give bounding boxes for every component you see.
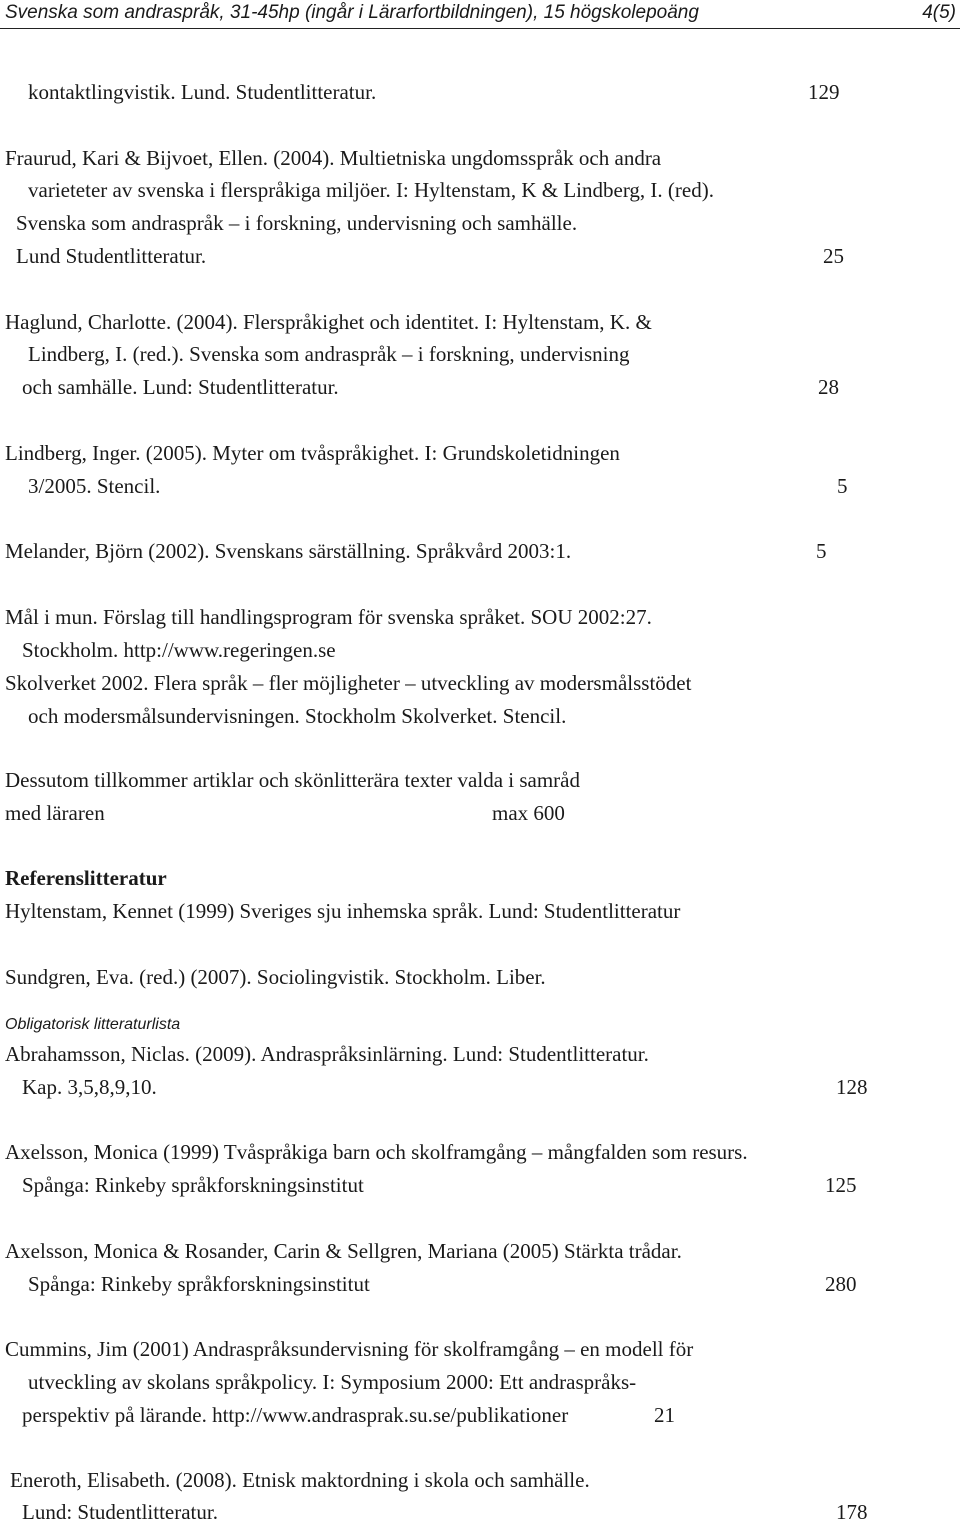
- reference-line: Hyltenstam, Kennet (1999) Sveriges sju inhemska språk. Lund: Studentlitteratur: [5, 899, 681, 923]
- page-header: [0, 0, 960, 29]
- reference-line: Haglund, Charlotte. (2004). Flerspråkighet och identitet. I: Hyltenstam, K. &: [5, 310, 652, 334]
- reference-line: Lindberg, Inger. (2005). Myter om tvåspråkighet. I: Grundskoletidningen: [5, 441, 620, 465]
- reference-line: Cummins, Jim (2001) Andraspråksundervisning för skolframgång – en modell för: [5, 1337, 694, 1361]
- reference-line: Mål i mun. Förslag till handlingsprogram för svenska språket. SOU 2002:27.: [5, 605, 652, 629]
- reference-line: Eneroth, Elisabeth. (2008). Etnisk maktordning i skola och samhälle.: [10, 1468, 590, 1492]
- section-heading: Referenslitteratur: [5, 866, 167, 890]
- page-count: 280: [825, 1272, 857, 1296]
- course-title: Svenska som andraspråk, 31-45hp (ingår i Lärarfortbildningen), 15 högskolepoäng: [5, 2, 699, 23]
- section-heading: Obligatorisk litteraturlista: [5, 1016, 181, 1033]
- page-count: 125: [825, 1173, 857, 1197]
- reference-line: Axelsson, Monica (1999) Tvåspråkiga barn och skolframgång – mångfalden som resurs.: [5, 1140, 748, 1164]
- reference-line: Fraurud, Kari & Bijvoet, Ellen. (2004). Multietniska ungdomsspråk och andra: [5, 146, 662, 170]
- reference-line: perspektiv på lärande. http://www.andrasprak.su.se/publikationer: [22, 1403, 569, 1427]
- reference-line: och samhälle. Lund: Studentlitteratur.: [22, 375, 339, 399]
- reference-line: Lund: Studentlitteratur.: [22, 1500, 218, 1524]
- page-count: 5: [816, 539, 827, 563]
- reference-line: Spånga: Rinkeby språkforskningsinstitut: [28, 1272, 370, 1296]
- reference-line: Sundgren, Eva. (red.) (2007). Sociolingvistik. Stockholm. Liber.: [5, 965, 546, 989]
- reference-line: Spånga: Rinkeby språkforskningsinstitut: [22, 1173, 364, 1197]
- reference-line: Axelsson, Monica & Rosander, Carin & Sellgren, Mariana (2005) Stärkta trådar.: [5, 1239, 682, 1263]
- reference-line: kontaktlingvistik. Lund. Studentlitteratur.: [28, 80, 377, 104]
- reference-line: Lund Studentlitteratur.: [16, 244, 207, 268]
- page-count: 178: [836, 1500, 868, 1524]
- reference-line: utveckling av skolans språkpolicy. I: Symposium 2000: Ett andraspråks-: [28, 1370, 637, 1394]
- reference-line: Abrahamsson, Niclas. (2009). Andraspråksinlärning. Lund: Studentlitteratur.: [5, 1042, 649, 1066]
- note-line: Dessutom tillkommer artiklar och skönlitterära texter valda i samråd: [5, 768, 580, 792]
- page-number: 4(5): [922, 2, 956, 23]
- page-count: 129: [808, 80, 840, 104]
- reference-line: 3/2005. Stencil.: [28, 474, 161, 498]
- reference-line: Melander, Björn (2002). Svenskans särställning. Språkvård 2003:1.: [5, 539, 572, 563]
- reference-line: varieteter av svenska i flerspråkiga miljöer. I: Hyltenstam, K & Lindberg, I. (red).: [28, 178, 714, 202]
- reference-line: Kap. 3,5,8,9,10.: [22, 1075, 157, 1099]
- page-count: 128: [836, 1075, 868, 1099]
- page-count: 28: [818, 375, 839, 399]
- page-count: 21: [654, 1403, 675, 1427]
- reference-line: Lindberg, I. (red.). Svenska som andraspråk – i forskning, undervisning: [28, 342, 630, 366]
- reference-line: Skolverket 2002. Flera språk – fler möjligheter – utveckling av modersmålsstödet: [5, 671, 692, 695]
- reference-line: Stockholm. http://www.regeringen.se: [22, 638, 336, 662]
- note-line: med läraren: [5, 801, 105, 825]
- page-count: 5: [837, 474, 848, 498]
- page-count: max 600: [492, 801, 565, 825]
- page-count: 25: [823, 244, 844, 268]
- reference-line: Svenska som andraspråk – i forskning, undervisning och samhälle.: [16, 211, 578, 235]
- reference-line: och modersmålsundervisningen. Stockholm Skolverket. Stencil.: [28, 704, 567, 728]
